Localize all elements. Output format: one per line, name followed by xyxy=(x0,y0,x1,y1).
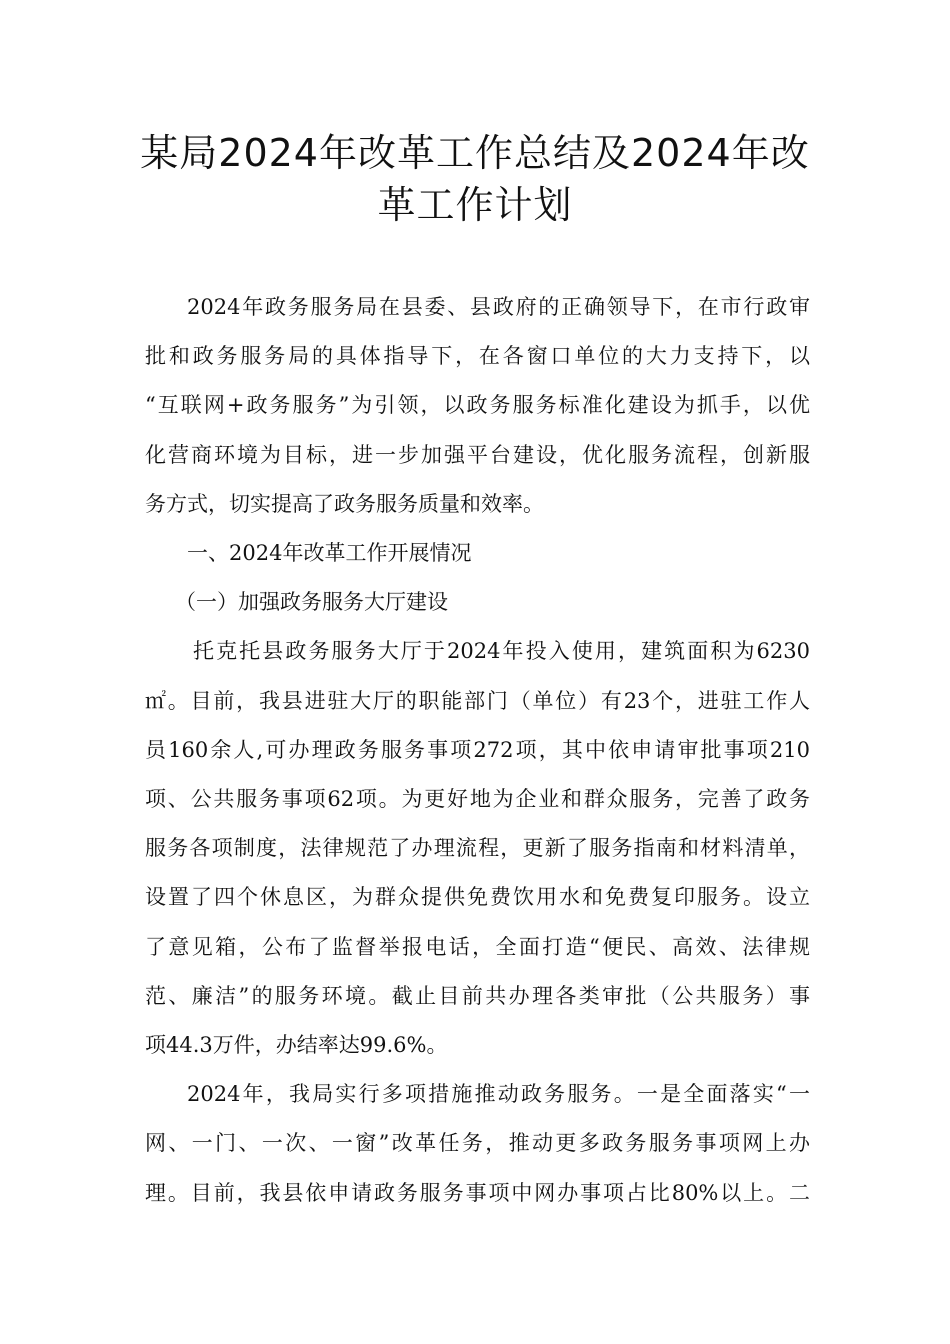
section-heading-text: 一、2024年改革工作开展情况 xyxy=(187,541,472,566)
section-heading xyxy=(145,529,810,578)
text-line: 批和政务服务局的具体指导下，在各窗口单位的大力支持下，以 xyxy=(145,344,810,369)
text-line: 了意见箱，公布了监督举报电话，全面打造“便民、高效、法律规 xyxy=(145,934,810,959)
document-body xyxy=(145,283,810,1218)
text-line: 托克托县政务服务大厅于2024年投入使用，建筑面积为6230 xyxy=(193,639,810,664)
measures-paragraph xyxy=(145,1070,810,1218)
text-line: 2024年，我局实行多项措施推动政务服务。一是全面落实“一 xyxy=(187,1082,810,1107)
title-line-2: 革工作计划 xyxy=(377,183,573,227)
text-line: 员160余人,可办理政务服务事项272项，其中依申请审批事项210 xyxy=(145,737,810,762)
text-line: 项44.3万件，办结率达99.6%。 xyxy=(145,1033,448,1058)
subsection-heading xyxy=(145,578,810,627)
text-line: 化营商环境为目标，进一步加强平台建设，优化服务流程，创新服 xyxy=(145,442,810,467)
text-line: “互联网+政务服务”为引领，以政务服务标准化建设为抓手，以优 xyxy=(145,393,810,418)
text-line: 设置了四个休息区，为群众提供免费饮用水和免费复印服务。设立 xyxy=(145,885,810,910)
text-line: 范、廉洁”的服务环境。截止目前共办理各类审批（公共服务）事 xyxy=(145,983,810,1008)
text-line: 务方式，切实提高了政务服务质量和效率。 xyxy=(145,491,544,516)
text-line: 理。目前，我县依申请政务服务事项中网办事项占比80%以上。二 xyxy=(145,1180,810,1205)
hall-paragraph xyxy=(145,627,810,1070)
subsection-heading-text: （一）加强政务服务大厅建设 xyxy=(175,590,448,615)
text-line: 服务各项制度，法律规范了办理流程，更新了服务指南和材料清单， xyxy=(145,836,810,861)
text-line: 项、公共服务事项62项。为更好地为企业和群众服务，完善了政务 xyxy=(145,787,810,812)
title-line-1: 某局2024年改革工作总结及2024年改 xyxy=(140,131,810,175)
document-title xyxy=(130,127,820,231)
intro-paragraph xyxy=(145,283,810,529)
text-line: 网、一门、一次、一窗”改革任务，推动更多政务服务事项网上办 xyxy=(145,1131,810,1156)
text-line: ㎡。目前，我县进驻大厅的职能部门（单位）有23个，进驻工作人 xyxy=(145,688,810,713)
text-line: 2024年政务服务局在县委、县政府的正确领导下，在市行政审 xyxy=(187,295,810,319)
